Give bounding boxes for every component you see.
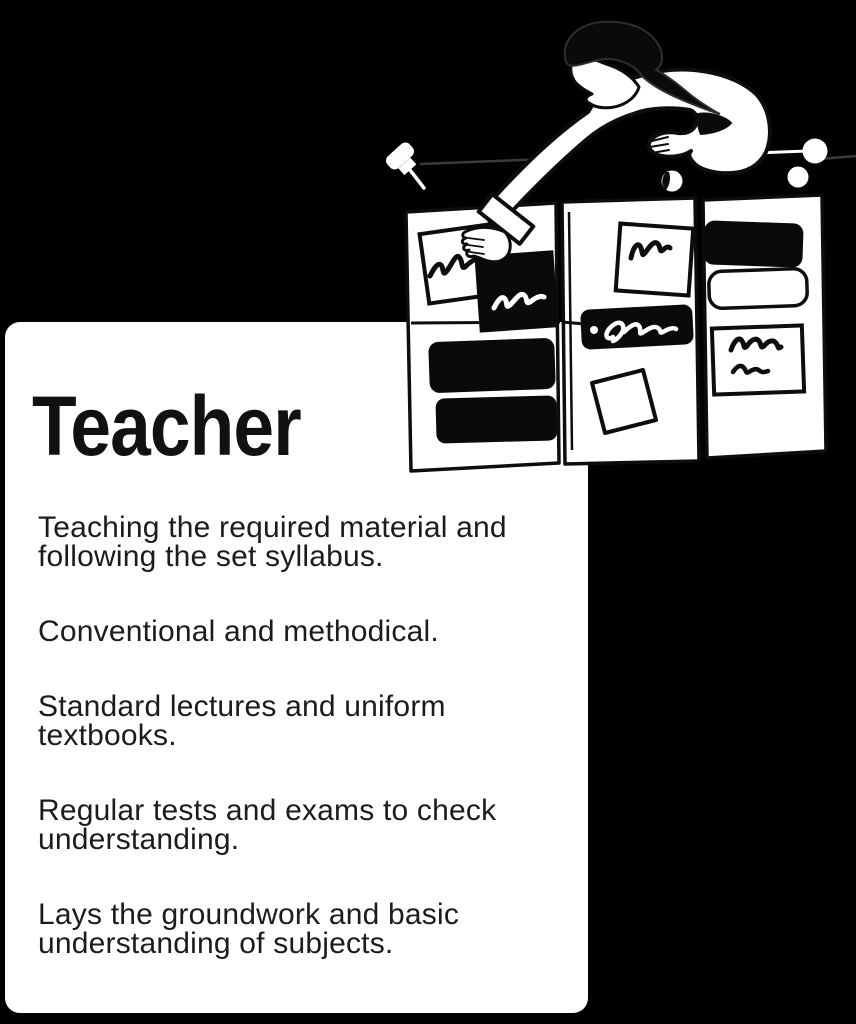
card-paragraph: Lays the groundwork and basic understanding of subjects.: [38, 898, 460, 960]
sticky-note: [712, 325, 804, 394]
ball-icon: [662, 171, 683, 192]
card-paragraph: Regular tests and exams to check understanding.: [38, 794, 497, 856]
card-paragraph: Conventional and methodical.: [38, 615, 439, 648]
pushpin-icon: [383, 140, 424, 188]
black-bar: [703, 220, 803, 267]
decorative-circles: [788, 139, 828, 188]
page-title: Teacher: [32, 379, 301, 473]
card-paragraph: Standard lectures and uniform textbooks.: [38, 690, 446, 752]
black-bar: [435, 395, 557, 443]
circle-dot: [788, 167, 809, 188]
outline-bar: [708, 268, 807, 308]
table-edge-lines: [420, 151, 856, 164]
tag-dot: [590, 326, 598, 334]
card-paragraph: Teaching the required material and following the set syllabus.: [38, 511, 507, 573]
sticky-note: [616, 224, 693, 296]
black-bar: [428, 338, 556, 393]
circle-dot: [803, 139, 828, 164]
board-right-contents: [703, 220, 807, 394]
black-note: [474, 250, 558, 332]
tilted-note: [592, 370, 656, 433]
